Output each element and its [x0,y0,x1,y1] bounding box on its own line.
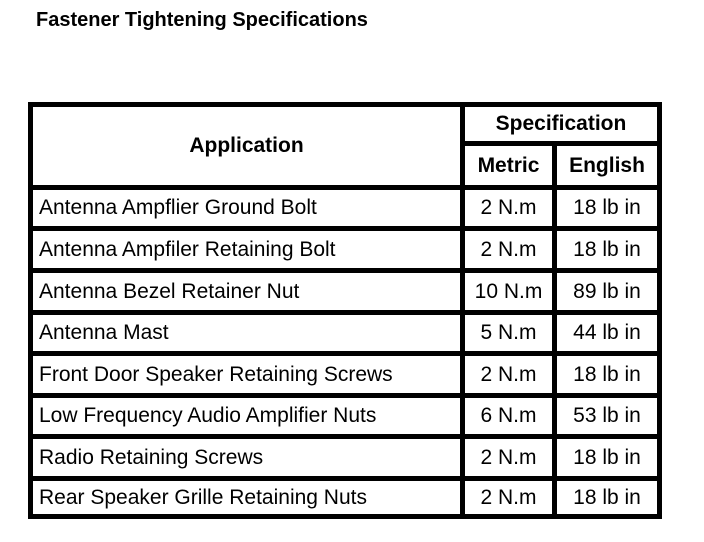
header-english: English [557,146,657,185]
header-metric: Metric [465,146,552,185]
table-row-english: 18 lb in [557,231,657,268]
fastener-spec-table [28,102,662,519]
table-row-english: 18 lb in [557,439,657,476]
header-specification: Specification [465,107,657,141]
table-row-application: Antenna Mast [33,315,460,351]
table-row-application: Front Door Speaker Retaining Screws [33,356,460,393]
table-row-english: 18 lb in [557,356,657,393]
header-application: Application [33,107,460,185]
table-row-application: Low Frequency Audio Amplifier Nuts [33,398,460,434]
table-row-metric: 6 N.m [465,398,552,434]
table-row-application: Antenna Bezel Retainer Nut [33,273,460,310]
table-row-application: Rear Speaker Grille Retaining Nuts [33,481,460,514]
table-row-metric: 2 N.m [465,190,552,226]
table-row-english: 18 lb in [557,190,657,226]
table-row-metric: 2 N.m [465,439,552,476]
table-row-metric: 10 N.m [465,273,552,310]
table-row-english: 89 lb in [557,273,657,310]
table-row-english: 44 lb in [557,315,657,351]
table-row-metric: 2 N.m [465,356,552,393]
table-row-application: Antenna Ampflier Ground Bolt [33,190,460,226]
page-title: Fastener Tightening Specifications [36,9,368,31]
table-row-metric: 2 N.m [465,231,552,268]
table-row-english: 53 lb in [557,398,657,434]
table-row-english: 18 lb in [557,481,657,514]
table-row-application: Radio Retaining Screws [33,439,460,476]
table-row-metric: 5 N.m [465,315,552,351]
table-row-metric: 2 N.m [465,481,552,514]
table-row-application: Antenna Ampfiler Retaining Bolt [33,231,460,268]
